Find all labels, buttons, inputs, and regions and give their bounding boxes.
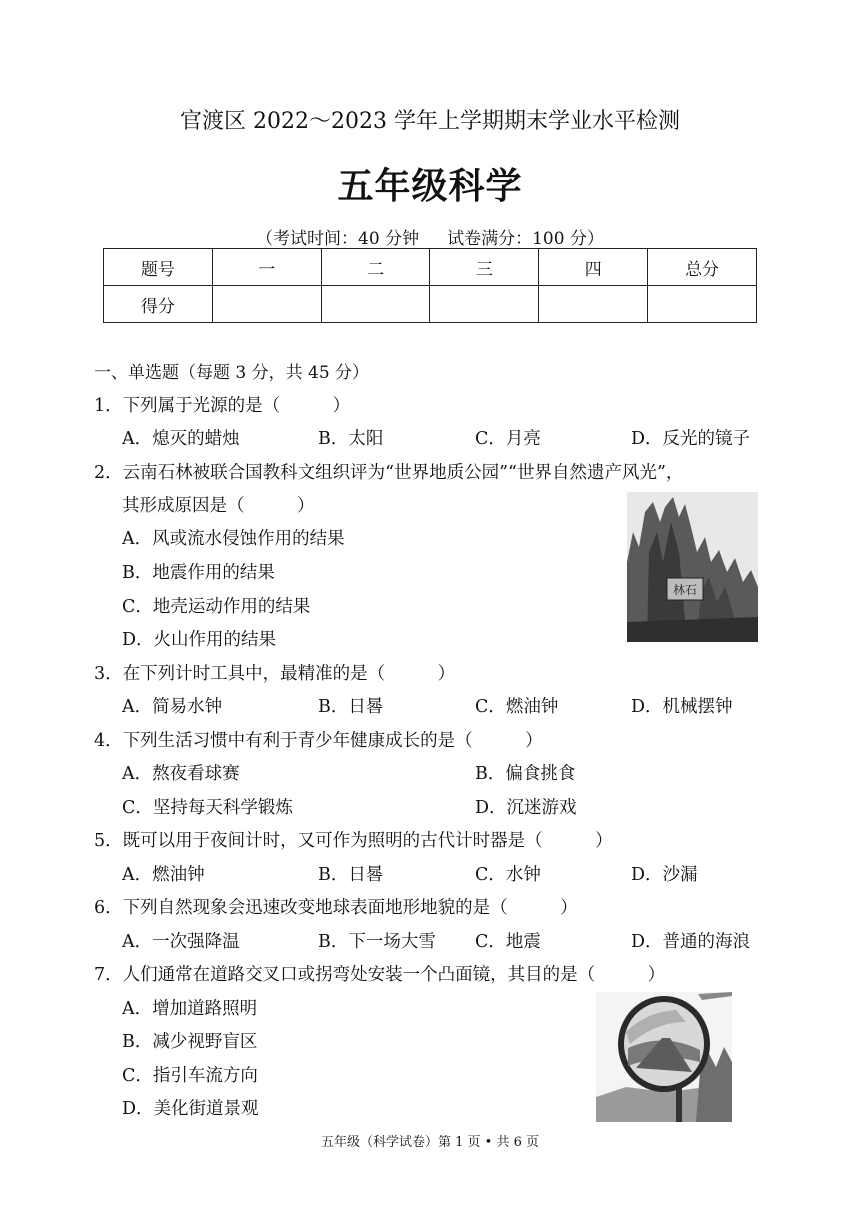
option-d: D．普通的海浪 <box>631 932 751 952</box>
option-a: A．增加道路照明 <box>122 999 258 1019</box>
option-b: B．偏食挑食 <box>475 764 576 784</box>
question-stem: 5．既可以用于夜间计时，又可作为照明的古代计时器是（ ） <box>94 831 613 851</box>
question-stem: 3．在下列计时工具中，最精准的是（ ） <box>94 664 456 684</box>
option-c: C．月亮 <box>475 429 541 449</box>
option-d: D．反光的镜子 <box>631 429 751 449</box>
score-table-header-cell: 题号 <box>104 249 213 286</box>
page-footer: 五年级（科学试卷）第 1 页 • 共 6 页 <box>320 1135 539 1150</box>
score-cell[interactable] <box>212 286 321 323</box>
option-a: A．简易水钟 <box>122 697 223 717</box>
stone-forest-sign-text: 林石 <box>672 583 698 597</box>
option-b: B．减少视野盲区 <box>122 1032 258 1052</box>
option-b: B．太阳 <box>318 429 384 449</box>
score-table-header-cell: 总分 <box>648 249 757 286</box>
option-b: B．日晷 <box>318 865 384 885</box>
exam-info <box>0 224 860 249</box>
question-stem: 2．云南石林被联合国教科文组织评为“世界地质公园”“世界自然遗产风光”， <box>94 463 684 483</box>
question-stem-continued: 其形成原因是（ ） <box>122 496 315 516</box>
option-a: A．燃油钟 <box>122 865 205 885</box>
question-stem: 7．人们通常在道路交叉口或拐弯处安装一个凸面镜，其目的是（ ） <box>94 965 666 985</box>
option-c: C．坚持每天科学锻炼 <box>122 798 293 818</box>
score-table-header-cell: 一 <box>212 249 321 286</box>
score-cell[interactable] <box>321 286 430 323</box>
question-stem: 4．下列生活习惯中有利于青少年健康成长的是（ ） <box>94 731 543 751</box>
score-cell[interactable] <box>648 286 757 323</box>
option-c: C．指引车流方向 <box>122 1066 258 1086</box>
option-b: B．下一场大雪 <box>318 932 436 952</box>
option-a: A．一次强降温 <box>122 932 240 952</box>
convex-mirror-image <box>596 992 732 1122</box>
score-table-header-cell: 二 <box>321 249 430 286</box>
exam-subject-title: 五年级科学 <box>337 165 523 207</box>
question-stem: 6．下列自然现象会迅速改变地球表面地形地貌的是（ ） <box>94 898 578 918</box>
exam-time: （考试时间：40 分钟 <box>256 229 420 249</box>
option-d: D．沉迷游戏 <box>475 798 577 818</box>
exam-full-score: 试卷满分：100 分） <box>447 229 604 249</box>
option-a: A．熬夜看球赛 <box>122 764 240 784</box>
option-a: A．风或流水侵蚀作用的结果 <box>122 529 345 549</box>
option-c: C．地壳运动作用的结果 <box>122 597 311 617</box>
score-table-header-cell: 四 <box>539 249 648 286</box>
option-d: D．火山作用的结果 <box>122 630 277 650</box>
option-c: C．地震 <box>475 932 541 952</box>
score-table <box>103 248 757 323</box>
score-table-score-row <box>104 286 757 323</box>
section-title: 一、单选题（每题 3 分，共 45 分） <box>94 363 370 383</box>
exam-header-title: 官渡区 2022～2023 学年上学期期末学业水平检测 <box>180 109 680 134</box>
option-d: D．机械摆钟 <box>631 697 733 717</box>
score-table-header-cell: 三 <box>430 249 539 286</box>
option-d: D．美化街道景观 <box>122 1099 259 1119</box>
option-d: D．沙漏 <box>631 865 698 885</box>
score-table-header-row <box>104 249 757 286</box>
score-table-row-label: 得分 <box>104 286 213 323</box>
option-c: C．燃油钟 <box>475 697 559 717</box>
question-stem: 1．下列属于光源的是（ ） <box>94 396 351 416</box>
option-c: C．水钟 <box>475 865 541 885</box>
score-cell[interactable] <box>539 286 648 323</box>
stone-forest-image <box>627 492 758 642</box>
option-b: B．日晷 <box>318 697 384 717</box>
score-cell[interactable] <box>430 286 539 323</box>
option-a: A．熄灭的蜡烛 <box>122 429 240 449</box>
option-b: B．地震作用的结果 <box>122 563 275 583</box>
